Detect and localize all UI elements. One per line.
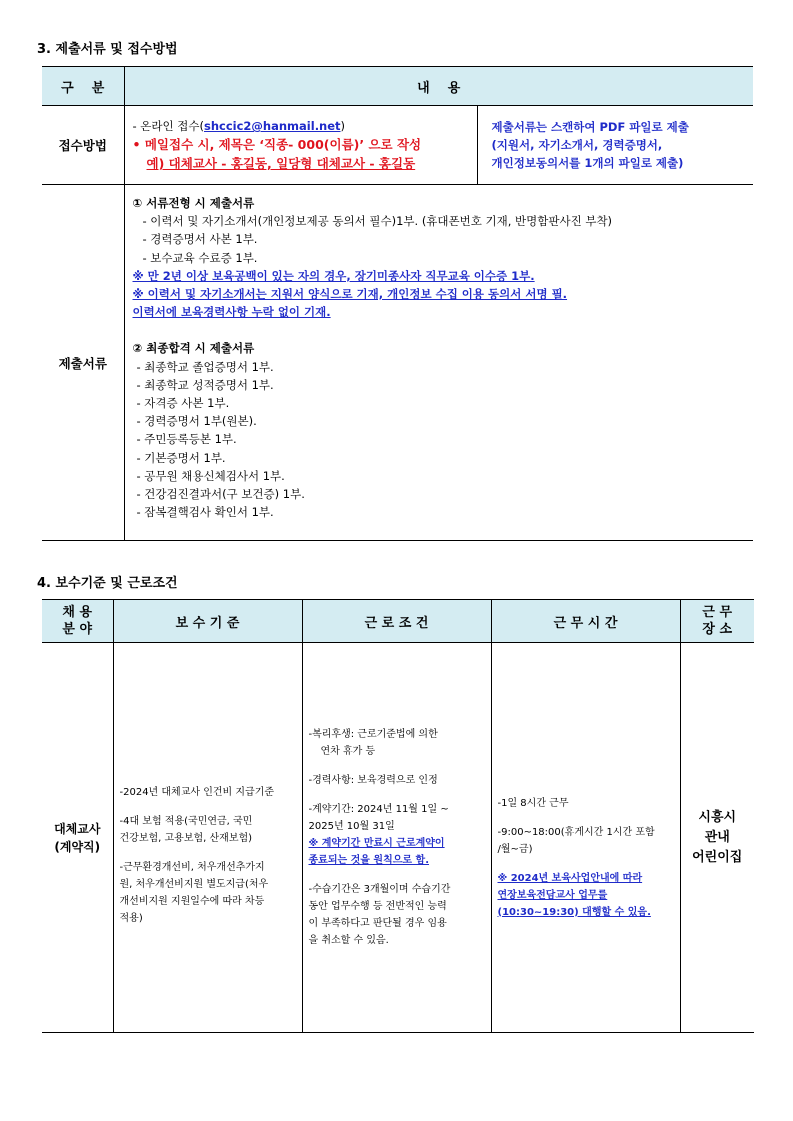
online-reception-line: [133, 117, 477, 135]
hours-schedule: -9:00~18:00(휴게시간 1시간 포함: [497, 826, 655, 838]
conditions-cell: [302, 643, 491, 1033]
condition-contract-note: 종료되는 것을 원칙으로 함.: [308, 855, 430, 866]
header-field: [42, 600, 113, 643]
screening-item: - 보수교육 수료증 1부.: [142, 250, 258, 265]
scan-instructions: [477, 106, 753, 185]
place-line3: 어린이집: [692, 849, 743, 865]
hours-extended-note: ※ 2024년 보육사업안내에 따라: [497, 872, 643, 884]
documents-content: [124, 185, 753, 541]
pay-standard: -2024년 대체교사 인건비 지급기준: [119, 787, 275, 798]
place-line1: 시흥시: [698, 809, 737, 825]
final-title: ② 최종합격 시 제출서류: [132, 341, 255, 356]
header-content: 내 용: [124, 67, 753, 106]
header-category: 구 분: [42, 67, 124, 106]
pay-conditions-table: [42, 599, 754, 1033]
final-item: - 최종학교 졸업증명서 1부.: [136, 359, 274, 374]
final-item: - 기본증명서 1부.: [136, 450, 226, 465]
final-item: - 주민등록등본 1부.: [136, 432, 237, 447]
email-link[interactable]: shccic2@hanmail.net: [204, 119, 341, 133]
condition-probation: 을 취소할 수 있음.: [308, 935, 389, 946]
final-item: - 경력증명서 1부(원본).: [136, 414, 257, 429]
place-cell: [680, 643, 754, 1033]
condition-welfare: -복리후생: 근로기준법에 의한: [308, 729, 438, 740]
header-field-line1: 채 용: [62, 605, 93, 620]
reception-label: 접수방법: [42, 106, 124, 185]
final-item: - 공무원 채용신체검사서 1부.: [136, 468, 285, 483]
section3-title: 3. 제출서류 및 접수방법: [37, 42, 178, 57]
condition-probation: 이 부족하다고 판단될 경우 임용: [308, 918, 447, 929]
condition-probation: 동안 업무수행 등 전반적인 능력: [308, 901, 447, 912]
reception-methods: [124, 106, 477, 185]
pay-insurance: -4대 보험 적용(국민연금, 국민: [119, 816, 253, 827]
final-item: - 최종학교 성적증명서 1부.: [136, 377, 274, 392]
condition-contract-note: ※ 계약기간 만료시 근로계약이: [308, 838, 445, 849]
online-suffix: ): [340, 119, 346, 133]
final-item: - 잠복결핵검사 확인서 1부.: [136, 505, 274, 520]
field-line1: 대체교사: [54, 821, 101, 836]
header-place-line1: 근 무: [702, 605, 733, 620]
pay-allowance: 원, 처우개선비지원 별도지급(처우: [119, 879, 269, 890]
header-pay: 보 수 기 준: [113, 600, 302, 643]
screening-item: - 이력서 및 자기소개서(개인정보제공 동의서 필수)1부. (휴대폰번호 기재, 반명함판사진 부착): [142, 214, 613, 229]
documents-label: 제출서류: [42, 185, 124, 541]
condition-probation: -수습기간은 3개월이며 수습기간: [308, 884, 451, 895]
header-field-line2: 분 야: [62, 622, 93, 637]
note-career-gap: ※ 만 2년 이상 보육공백이 있는 자의 경우, 장기미종사자 직무교육 이수증 1부.: [132, 268, 535, 283]
header-conditions: 근 로 조 건: [302, 600, 491, 643]
scan-line2: (지원서, 자기소개서, 경력증명서,: [491, 138, 663, 152]
screening-title: ① 서류전형 시 제출서류: [132, 196, 255, 210]
mail-subject-example: 예) 대체교사 - 홍길동, 일당형 대체교사 - 홍길동: [146, 156, 416, 171]
note-form: ※ 이력서 및 자기소개서는 지원서 양식으로 기재, 개인정보 수집 이용 동의서 서명 필.: [132, 287, 568, 302]
scan-line3: 개인정보동의서를 1개의 파일로 제출): [491, 156, 684, 170]
final-item: - 자격증 사본 1부.: [136, 396, 230, 411]
condition-contract: 2025년 10월 31일: [308, 821, 395, 832]
submission-table: [42, 66, 753, 541]
header-place: [680, 600, 754, 643]
hours-extended-note: (10:30~19:30) 대행할 수 있음.: [497, 906, 651, 918]
header-hours: 근 무 시 간: [491, 600, 680, 643]
screening-item: - 경력증명서 사본 1부.: [142, 232, 258, 247]
header-place-line2: 장 소: [702, 622, 733, 637]
pay-insurance: 건강보험, 고용보험, 산재보험): [119, 833, 253, 844]
pay-allowance: -근무환경개선비, 처우개선추가지: [119, 862, 265, 873]
mail-subject-rule: • 메일접수 시, 제목은 ‘직종- 000(이름)’ 으로 작성: [132, 137, 422, 152]
note-career-history: 이력서에 보육경력사항 누락 없이 기재.: [132, 305, 331, 320]
place-line2: 관내: [704, 829, 730, 845]
hours-schedule: /월~금): [497, 843, 533, 855]
condition-career: -경력사항: 보육경력으로 인정: [308, 775, 438, 786]
condition-contract: -계약기간: 2024년 11월 1일 ~: [308, 804, 449, 815]
field-cell: [42, 643, 113, 1033]
field-line2: (계약직): [54, 839, 101, 854]
hours-daily: -1일 8시간 근무: [497, 797, 569, 809]
section4-title: 4. 보수기준 및 근로조건: [37, 576, 178, 591]
pay-cell: [113, 643, 302, 1033]
scan-line1: 제출서류는 스캔하여 PDF 파일로 제출: [491, 120, 689, 134]
pay-allowance: 개선비지원 지원일수에 따라 차등: [119, 896, 265, 907]
final-item: - 건강검진결과서(구 보건증) 1부.: [136, 487, 305, 502]
pay-allowance: 적용): [119, 913, 143, 924]
online-prefix: - 온라인 접수(: [132, 119, 204, 133]
hours-cell: [491, 643, 680, 1033]
condition-welfare: 연차 휴가 등: [320, 746, 376, 757]
hours-extended-note: 연장보육전담교사 업무를: [497, 889, 608, 901]
